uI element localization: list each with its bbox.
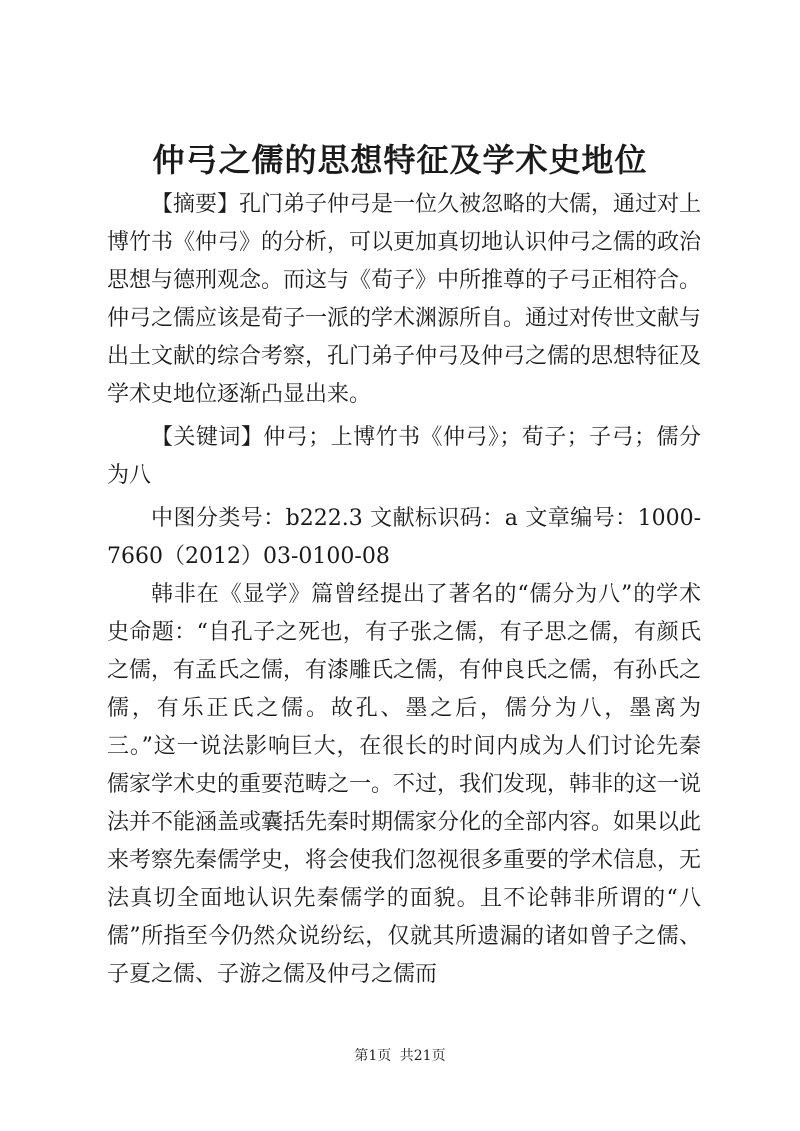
document-body (107, 186, 701, 994)
body-paragraph: 韩非在《显学》篇曾经提出了著名的“儒分为八”的学术史命题：“自孔子之死也，有子张之儒，有子思之儒，有颜氏之儒，有孟氏之儒，有漆雕氏之儒，有仲良氏之儒，有孙氏之儒，有乐正氏之儒。故孔、墨之后，儒分为八，墨离为三。”这一说法影响巨大，在很长的时间内成为人们讨论先秦儒家学术史的重要范畴之一。不过，我们发现，韩非的这一说法并不能涵盖或囊括先秦时期儒家分化的全部内容。如果以此来考察先秦儒学史，将会使我们忽视很多重要的学术信息，无法真切全面地认识先秦儒学的面貌。且不论韩非所谓的“八儒”所指至今仍然众说纷纭，仅就其所遗漏的诸如曾子之儒、子夏之儒、子游之儒及仲弓之儒而 (107, 582, 702, 987)
abstract-paragraph: 【摘要】孔门弟子仲弓是一位久被忽略的大儒，通过对上博竹书《仲弓》的分析，可以更加真切地认识仲弓之儒的政治思想与德刑观念。而这与《荀子》中所推尊的子弓正相符合。仲弓之儒应该是荀子一派的学术渊源所自。通过对传世文献与出土文献的综合考察，孔门弟子仲弓及仲弓之儒的思想特征及学术史地位逐渐凸显出来。 (107, 192, 702, 407)
classification-paragraph: 中图分类号：b222.3 文献标识码：a 文章编号：1000-7660（2012）03-0100-08 (107, 506, 701, 569)
page-footer (0, 1047, 800, 1065)
page-number: 第1页 (354, 1048, 392, 1064)
total-pages: 共21页 (399, 1048, 446, 1064)
document-title: 仲弓之儒的思想特征及学术史地位 (152, 141, 648, 179)
keywords-paragraph: 【关键词】仲弓；上博竹书《仲弓》；荀子；子弓；儒分为八 (107, 425, 701, 488)
